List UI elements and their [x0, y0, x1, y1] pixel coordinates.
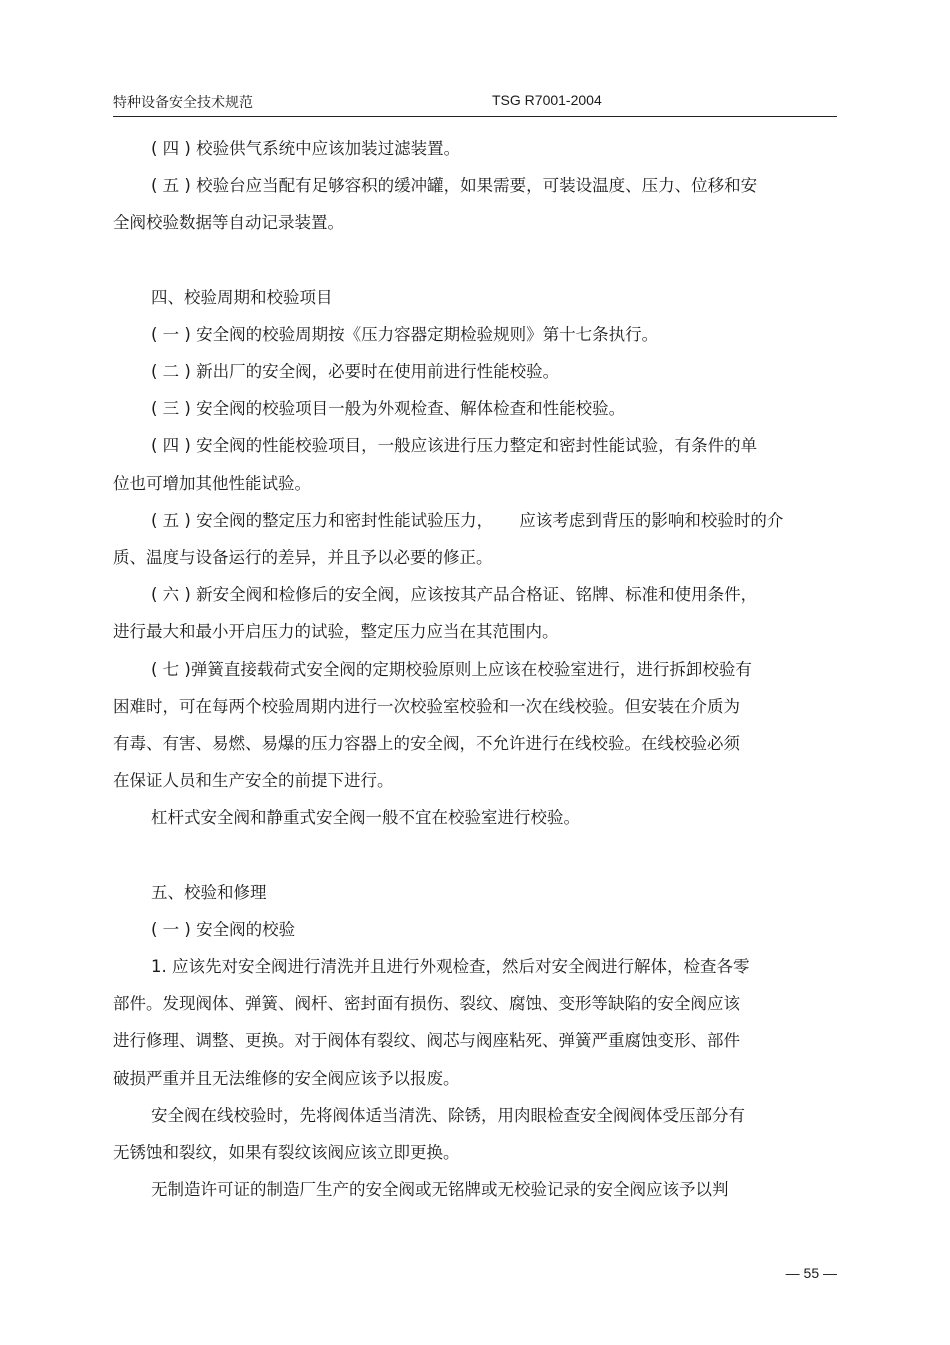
- text-line: ( 三 ) 安全阀的校验项目一般为外观检查、解体检查和性能校验。: [151, 399, 626, 419]
- text-line: 进行修理、调整、更换。对于阀体有裂纹、阀芯与阀座粘死、弹簧严重腐蚀变形、部件: [113, 1031, 740, 1051]
- text-line: 1. 应该先对安全阀进行清洗并且进行外观检查，然后对安全阀进行解体，检查各零: [151, 957, 750, 977]
- text-line: 困难时，可在每两个校验周期内进行一次校验室校验和一次在线校验。但安装在介质为: [113, 696, 740, 716]
- subsection-heading: ( 一 ) 安全阀的校验: [151, 919, 296, 939]
- text-line: ( 七 )弹簧直接载荷式安全阀的定期校验原则上应该在校验室进行，进行拆卸校验有: [151, 659, 752, 679]
- text-line: 破损严重并且无法维修的安全阀应该予以报废。: [113, 1068, 460, 1088]
- text-line: ( 二 ) 新出厂的安全阀，必要时在使用前进行性能校验。: [151, 362, 560, 382]
- text-line: 在保证人员和生产安全的前提下进行。: [113, 771, 394, 791]
- page-header: [113, 90, 837, 117]
- text-line: 杠杆式安全阀和静重式安全阀一般不宜在校验室进行校验。: [151, 808, 580, 828]
- section-gap: [113, 837, 837, 874]
- text-line: 有毒、有害、易燃、易爆的压力容器上的安全阀，不允许进行在线校验。在线校验必须: [113, 734, 740, 754]
- text-line: 部件。发现阀体、弹簧、阀杆、密封面有损伤、裂纹、腐蚀、变形等缺陷的安全阀应该: [113, 994, 740, 1014]
- document-body: [113, 130, 837, 1208]
- text-line: ( 一 ) 安全阀的校验周期按《压力容器定期检验规则》第十七条执行。: [151, 324, 659, 344]
- text-line: 安全阀在线校验时，先将阀体适当清洗、除锈，用肉眼检查安全阀阀体受压部分有: [151, 1105, 745, 1125]
- text-line: 全阀校验数据等自动记录装置。: [113, 213, 344, 233]
- text-line: ( 五 ) 校验台应当配有足够容积的缓冲罐，如果需要，可装设温度、压力、位移和安: [151, 176, 758, 196]
- text-line: ( 四 ) 校验供气系统中应该加装过滤装置。: [151, 139, 461, 158]
- text-line: 质、温度与设备运行的差异，并且予以必要的修正。: [113, 548, 493, 568]
- text-line: ( 四 ) 安全阀的性能校验项目，一般应该进行压力整定和密封性能试验，有条件的单: [151, 436, 758, 456]
- text-line: 无锈蚀和裂纹，如果有裂纹该阀应该立即更换。: [113, 1143, 460, 1163]
- section-gap: [113, 242, 837, 279]
- text-line: ( 五 ) 安全阀的整定压力和密封性能试验压力， 应该考虑到背压的影响和校验时的介: [151, 510, 784, 530]
- header-spec-title: 特种设备安全技术规范: [113, 95, 253, 111]
- header-standard-code: TSG R7001-2004: [492, 92, 602, 108]
- text-line: 位也可增加其他性能试验。: [113, 473, 311, 493]
- page-number: — 55 —: [785, 1265, 837, 1281]
- text-line: 无制造许可证的制造厂生产的安全阀或无铭牌或无校验记录的安全阀应该予以判: [151, 1180, 729, 1200]
- section-heading: 五、校验和修理: [151, 882, 267, 902]
- text-line: 进行最大和最小开启压力的试验，整定压力应当在其范围内。: [113, 622, 559, 642]
- section-heading: 四、校验周期和校验项目: [151, 287, 333, 307]
- text-line: ( 六 ) 新安全阀和检修后的安全阀，应该按其产品合格证、铭牌、标准和使用条件，: [151, 585, 758, 605]
